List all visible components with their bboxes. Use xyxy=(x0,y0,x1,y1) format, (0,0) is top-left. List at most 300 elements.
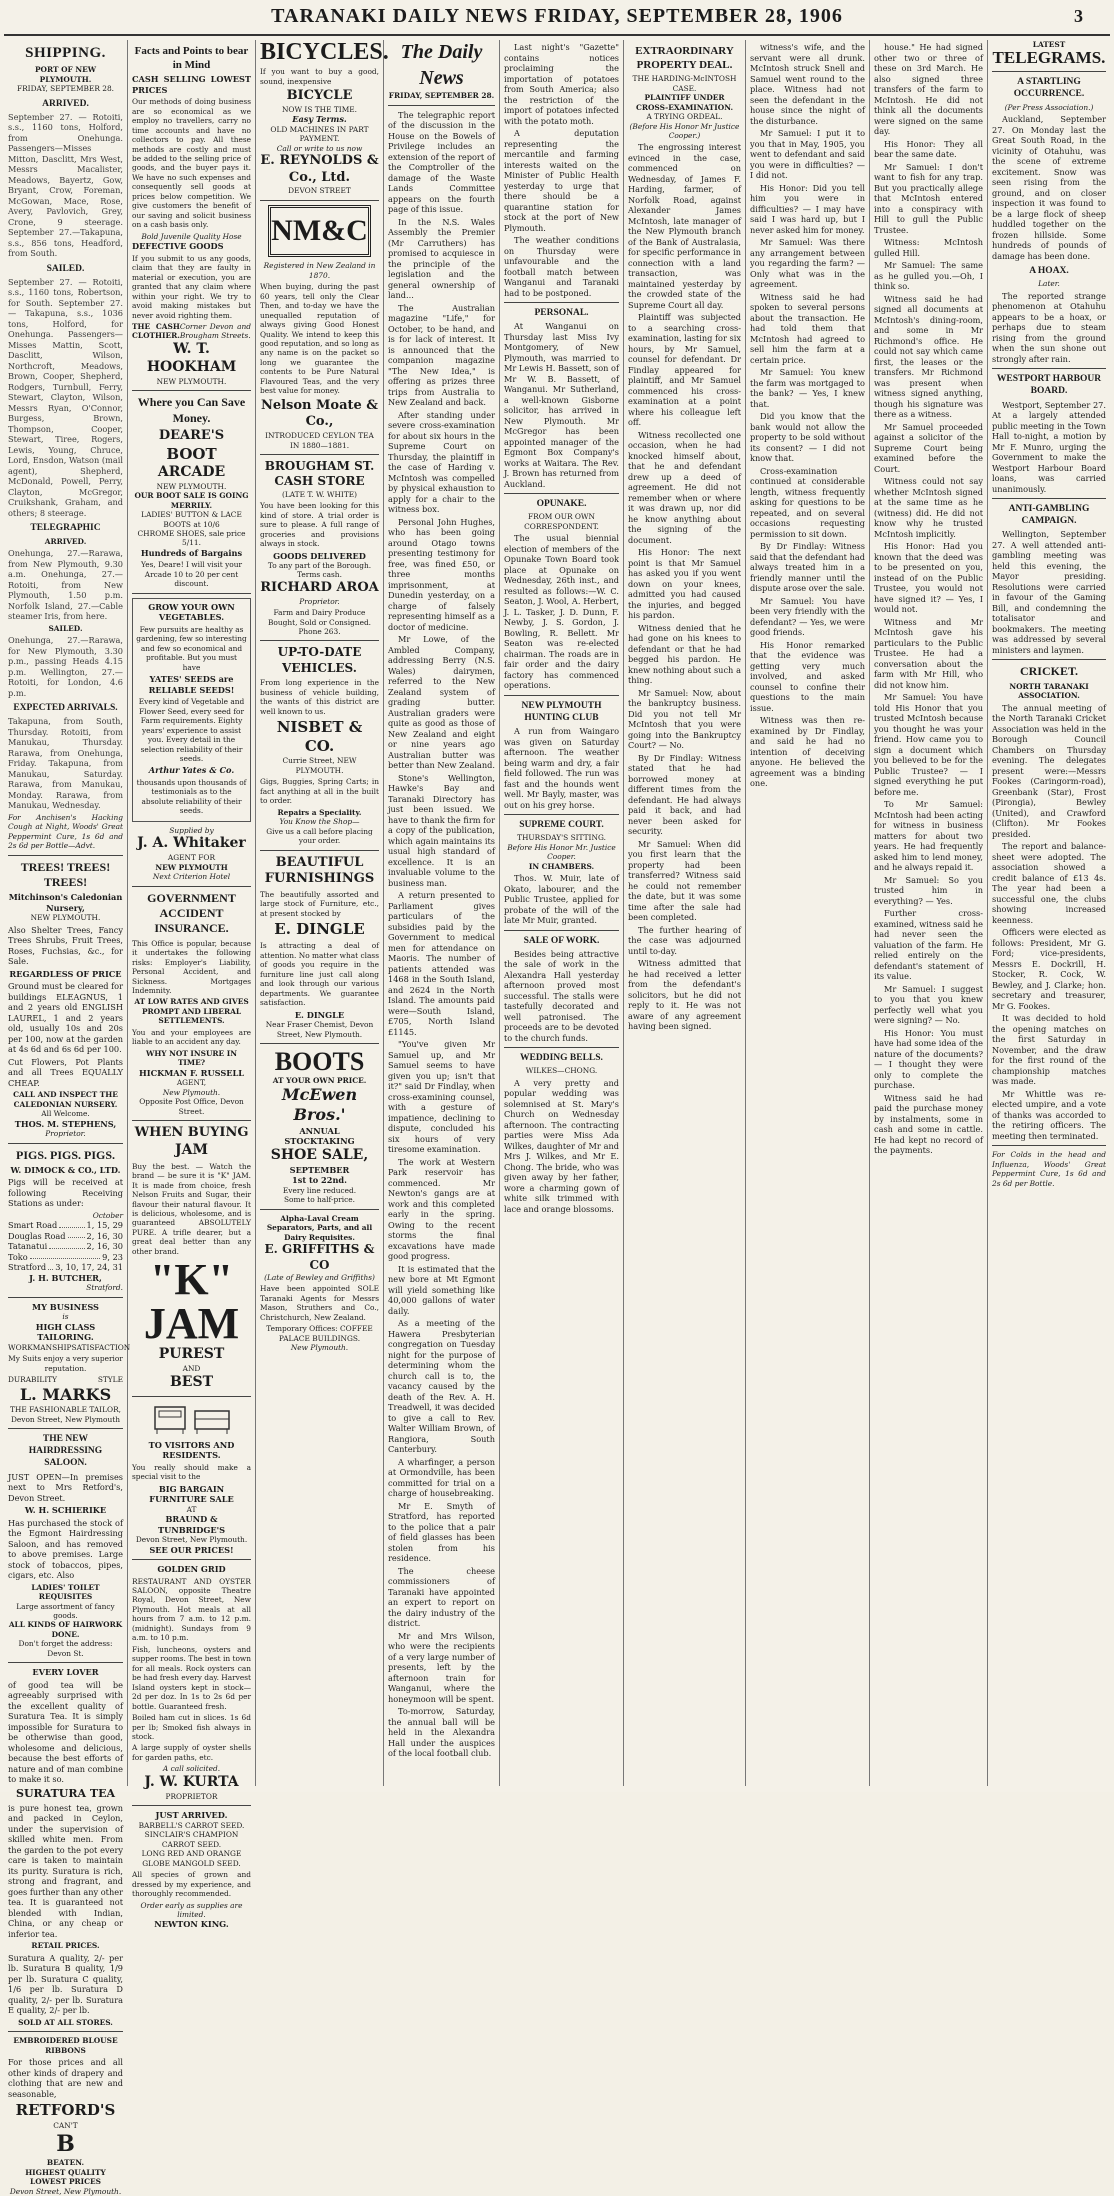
hunting-text: A run from Waingaro was given on Saturday afternoon. The weather being warm and dry, a fair field followed. The run was fast and the hounds went well. Mr Bayly, master, was out on his grey horse. xyxy=(504,726,619,810)
court-text: Mr Samuel: So you trusted him in everything? — Yes. xyxy=(874,874,983,906)
schierike-name: W. H. SCHIERIKE xyxy=(24,1505,107,1516)
court-text: Further cross-examined, witness said he had never seen the valuation of the farm. He relied entirely on the defendant's statement of its value. xyxy=(874,908,983,981)
telegraphic-arrived: ARRIVED. xyxy=(44,536,87,546)
pigs-text: Pigs will be received at following Receiving Stations as under: xyxy=(8,1177,123,1209)
chambers-heading: IN CHAMBERS. xyxy=(528,861,595,871)
tailor-desc: THE FASHIONABLE TAILOR, Devon Street, New Plymouth xyxy=(10,1405,121,1424)
boot-label: BOOT xyxy=(166,444,217,463)
news-item: The weather conditions on Thursday were unfavourable and the football match between Wanganui and Taranaki had to be postponed. xyxy=(504,235,619,298)
richard-text: Farm and Dairy Produce Bought, Sold or Consigned. Phone 263. xyxy=(267,608,372,636)
beautiful-label: BEAUTIFUL xyxy=(275,854,364,870)
griffiths-text: Have been appointed SOLE Taranaki Agents for Messrs Mason, Struthers and Co., Christchurch, New Zealand. xyxy=(260,1284,379,1322)
editorial-item: Mr Lowe, of the Ambled Company, addressing Berry (N.S. Wales) dairymen, referred to the New Zealand system of grading butter. Australian graders were quite as good as those of New Zealand and eight or nine years ago Australian butter was better than New Zealand. xyxy=(388,634,496,771)
schierike-text: Has purchased the stock of the Egmont Hairdressing Saloon, and has removed to above premises. Large stock of tobaccos, pipes, cigars, etc. Also xyxy=(8,1517,123,1581)
court-text: Mr Samuel: The same as he gulled you.—Oh, I think so. xyxy=(874,260,983,291)
court-text: Witness: McIntosh gulled Hill. xyxy=(874,237,983,258)
griffiths-name: E. GRIFFITHS & CO xyxy=(264,1242,375,1272)
table-row: Douglas Road 2, 16, 30 xyxy=(8,1230,123,1241)
facts-heading: Facts and Points to bear in Mind xyxy=(134,45,249,72)
editorial-item: A wharfinger, a person at Ormondville, has been committed for trial on a charge of housebreaking. xyxy=(388,1456,495,1499)
business-is: is xyxy=(62,1312,69,1322)
editorial-item: Personal John Hughes, who has been going around Otago towns presenting testimony for free, was fined £50, or three months imprisonment, at Dunedin yesterday, on a charge of falsely representing himself as a doctor of medicine. xyxy=(388,516,495,632)
court-text: His Honor remarked that the evidence was getting very much involved, and asked counsel to confine their questions to the main issue. xyxy=(750,639,865,713)
every-line: Every line reduced. xyxy=(282,1185,357,1195)
tailor-name: L. MARKS xyxy=(19,1384,112,1404)
yes-dears: Yes, Deare! I will visit your Arcade 10 to 20 per cent discount. xyxy=(141,560,242,589)
yates-address: thousands upon thousands of testimonials as to the absolute reliability of their seeds. xyxy=(136,777,247,816)
embroidered-heading: EMBROIDERED BLOUSE RIBBONS xyxy=(13,2036,118,2055)
purest-label: PUREST xyxy=(158,1346,225,1363)
whitaker-note: Next Criterion Hotel xyxy=(152,872,231,882)
easy-terms: Easy Terms. xyxy=(292,114,347,125)
sailed-text: September 27. — Rotoiti, s.s., 1160 tons, Robertson, for South. September 27. — Takapuna, s.s., 1036 tons, Holford, for Onehunga. Passengers—Misses Mattin, Scott, Dasclitt, Wilson, Northcroft, Meadows, Brown, Cooper, Shepherd, Rodgers, Turnbull, Ferry, Stewart, Clayton, Wilson, Messrs Ryan, O'Connor, Burgess, Brown, Thompson, Cooper, Stewart, Tiree, Rogers, Lewis, Young, Chruce, Lord, Ensdon, Watson (mail agent), Shepherd, McDonald, Powell, Perry, Clayton, McGregor, Cruikshank, Graham, and others; 8 steerage. xyxy=(8,276,123,518)
gigs-text: Gigs, Buggies, Spring Carts; in fact anything at all in the built to order. xyxy=(260,777,379,806)
business-heading: MY BUSINESS xyxy=(32,1301,99,1312)
supplied-by: Supplied by xyxy=(169,825,214,835)
every-lover: EVERY LOVER xyxy=(32,1667,99,1678)
suratura-text: is pure honest tea, grown and packed in Ceylon, under the supervision of skilled white men. From the garden to the pot every care is taken to maintain its purity. Suratura is rich, strong and fragrant, and goes further than any other tea. It is guaranteed not blended with Indian, China, or any cheap or inferior tea. xyxy=(8,1802,123,1939)
editorial-item: The Australian magazine "Life," for October, to be hand, and is for lack of interest. It is announced that the companion magazine "The New Idea," is offering as prizes three trips from Australia to New Zealand and back. xyxy=(388,302,495,408)
bicycles-heading: BICYCLES. xyxy=(260,39,389,65)
editorial-item: Mr E. Smyth of Stratford, has reported to the police that a pair of field glasses has been stolen from his residence. xyxy=(388,1500,495,1564)
telegraphic-sailed-text: Onehunga, 27.—Rarawa, for New Plymouth, 3.30 p.m., passing Heads 4.15 p.m. Wellington, 27.—Rotoiti, for London, 4.6 p.m. xyxy=(8,635,123,698)
sinclair: SINCLAIR'S CHAMPION CARROT SEED. xyxy=(144,1830,239,1849)
court-text: Mr Samuel: Now, about the bankruptcy business. Did you not tell Mr McIntosh that you were going into the Bankruptcy Court? — No. xyxy=(628,687,741,751)
gov-text: This Office is popular, because it undertakes the following risks: Employer's Liability, Personal Accident, and Sickness. Mortgages Indemnity. xyxy=(132,938,251,996)
hairdressing-text: JUST OPEN—In premises next to Mrs Retford's, Devon Street. xyxy=(8,1471,123,1503)
retail-prices: RETAIL PRICES. xyxy=(31,1941,100,1951)
telegraphic-text: Onehunga, 27.—Rarawa, from New Plymouth, 9.30 a.m. Onehunga, 27.—Rotoiti, from New Plymouth, 1.50 p.m. Norfolk Island, 27.—Cable steamer Iris, from here. xyxy=(8,548,123,622)
court-text: Witness admitted that he had received a letter from the defendant's solicitors, but he did not reply to it. He was not aware of any agreement having been signed. xyxy=(628,958,741,1032)
cricket-text: Officers were elected as follows: President, Mr G. Ford; vice-presidents, Messrs E. Dockrill, H. Stocker, R. Cock, W. Bewley, and J. Clarke; hon. secretary and treasurer, Mr G. Fookes. xyxy=(992,927,1106,1011)
arcade-label: ARCADE xyxy=(157,463,226,480)
nisbet-address: Currie Street, NEW PLYMOUTH. xyxy=(282,756,357,775)
opunake-text: The usual biennial election of members of the Opunake Town Board took place at Opunake on Wednesday, 26th inst., and resulted as follows:—W. C. Seaton, J. Wool, A. Herbert, J. L. Tasker, J. D. Dunn, F. Newby, J. S. Gordon, J. Bowling, R. Bellett. Mr Seaton was re-elected chairman. The roads are in fair order and the dairy factory has commenced operations. xyxy=(504,533,619,691)
cricket-text: The annual meeting of the North Taranaki Cricket Association was held in the Borough Council Chambers on Thursday evening. The delegates present were:—Messrs Fookes (Caringorm-road), Greenbank (Star), Frost (Pirongia), Bewley (United), and Crawford (Clifton). Mr Fookes presided. xyxy=(992,702,1106,839)
order-early: Order early as supplies are limited. xyxy=(140,1900,243,1919)
telegrams-heading: TELEGRAMS. xyxy=(992,48,1106,68)
westport-heading: WESTPORT HARBOUR BOARD. xyxy=(996,374,1102,397)
barbed-wire: BARBELL'S CARROT SEED. xyxy=(138,1820,245,1830)
sold-at: SOLD AT ALL STORES. xyxy=(18,2017,113,2027)
mitchinson-text: Also Shelter Trees, Fancy Trees Shrubs, Fruit Trees, Roses, Fuchsias, &c., for Sale. xyxy=(8,924,123,967)
table-row: Toko 9, 23 xyxy=(8,1251,123,1262)
kurta-role: PROPRIETOR xyxy=(165,1791,218,1801)
editorial-item: Stone's Wellington, Hawke's Bay and Taranaki Directory has just been issued. We have to thank the firm for a copy of the publication, which again maintains its usual high standard of excellence. It is an invaluable volume to the business man. xyxy=(388,772,495,888)
own-price: AT YOUR OWN PRICE. xyxy=(272,1075,367,1085)
big-bargain: BIG BARGAIN FURNITURE SALE xyxy=(149,1483,234,1505)
sailed-heading: SAILED. xyxy=(46,263,85,274)
nmc-logo-box xyxy=(268,205,371,257)
pigs-heading: PIGS. PIGS. PIGS. xyxy=(15,1147,116,1162)
yates-heading: YATES' SEEDS are RELIABLE SEEDS! xyxy=(148,674,235,695)
anti-gambling-heading: ANTI-GAMBLING CAMPAIGN. xyxy=(1008,504,1090,527)
goods-delivered: GOODS DELIVERED xyxy=(273,550,366,561)
highest-quality: HIGHEST QUALITY LOWEST PRICES xyxy=(25,2167,106,2187)
telegraphic-heading: TELEGRAPHIC xyxy=(30,523,101,534)
court-text: Cross-examination continued at considerable length, witness frequently asking for questions to be repeated, and on several occasions requesting permission to sit down. xyxy=(750,465,865,539)
hookham-place: NEW PLYMOUTH. xyxy=(156,376,227,386)
court-text: Mr Samuel: You knew the farm was mortgaged to the bank? — Yes, I knew that. xyxy=(750,367,865,409)
hunting-heading: NEW PLYMOUTH HUNTING CLUB xyxy=(521,700,602,723)
high-class: HIGH CLASS TAILORING. xyxy=(35,1321,96,1343)
nmc-logo: NM&C xyxy=(271,213,368,247)
style-label: STYLE xyxy=(97,1375,123,1385)
table-row: Stratford 3, 10, 17, 24, 31 xyxy=(8,1262,123,1273)
supreme-sub: THURSDAY'S SITTING. xyxy=(517,833,606,843)
gov-rates: AT LOW RATES AND GIVES PROMPT AND LIBERAL SETTLEMENTS. xyxy=(134,997,249,1026)
defective-goods: DEFECTIVE GOODS xyxy=(132,241,224,252)
court-text: Mr Samuel: Was there any arrangement between you regarding the farm? — Only what was in the agreement. xyxy=(750,237,865,289)
cant-label: CAN'T xyxy=(53,2120,78,2130)
introduced: INTRODUCED CEYLON TEA IN 1880—1881. xyxy=(265,431,374,450)
prices-text: Suratura A quality, 2/- per lb. Suratura B quality, 1/9 per lb. Suratura C quality, 1/6 per lb. Suratura D quality, 2/- per lb. Suratura E quality, 2/- per lb. xyxy=(8,1952,123,2016)
court-text: Mr Samuel: When did you first learn that the property had been transferred? Witness said he could not remember the date, but it was some time after the sale had been completed. xyxy=(628,838,741,923)
chrome-shoes: CHROME SHOES, sale price 5/11. xyxy=(137,528,246,548)
jam-label: JAM xyxy=(175,1141,208,1158)
save-money-heading: Where you Can Save Money. xyxy=(137,395,246,425)
golden-text: RESTAURANT AND OYSTER SALOON, opposite Theatre Royal, Devon Street, New Plymouth. Hot meals at all hours from 7 a.m. to 12 p.m. (midnight). Sundays from 9 a.m. to 10 p.m. xyxy=(132,1576,251,1643)
dingle-text: Is attracting a deal of attention. No matter what class of goods you require in the furniture line just call along and look through our various departments. We guarantee satisfaction. xyxy=(260,941,379,1008)
vehicles-text: From long experience in the business of vehicle building, the wants of this district are well known to us. xyxy=(260,678,379,716)
hairwork: ALL KINDS OF HAIRWORK DONE. xyxy=(8,1620,123,1639)
call-inspect: CALL AND INSPECT THE CALEDONIAN NURSERY. xyxy=(13,1090,118,1109)
column-editorial xyxy=(384,40,500,1786)
proprietor-name: THOS. M. STEPHENS, xyxy=(14,1118,117,1129)
cricket-text: Mr Whittle was re-elected umpire, and a vote of thanks was accorded to the retiring officers. The meeting then terminated. xyxy=(992,1088,1106,1141)
september-label: SEPTEMBER xyxy=(289,1164,350,1175)
be-label: B xyxy=(56,2130,75,2157)
whitaker-place: NEW PLYMOUTH xyxy=(155,862,228,872)
arrived-heading: ARRIVED. xyxy=(42,98,89,109)
hoax-text: The reported strange phenomenon at Otahuhu appears to be a hoax, or perhaps due to steam rising from the ground when the sun shone out strongly after rain. xyxy=(992,290,1106,364)
court-text: Witness was then re-examined by Dr Findlay, and said he had no intention of deceiving anyone. He believed the agreement was a binding one. xyxy=(750,715,865,788)
griffiths-place: New Plymouth. xyxy=(290,1343,349,1353)
my-suits: My Suits enjoy a very superior reputation. xyxy=(8,1354,123,1373)
property-deal-heading: EXTRAORDINARY PROPERTY DEAL. xyxy=(635,45,734,72)
case-sub: THE HARDING-McINTOSH CASE. xyxy=(632,74,737,93)
at-label: AT xyxy=(186,1504,197,1514)
editorial-item: It is estimated that the new bore at Mt Egmont will yield something like 40,000 gallons of water daily. xyxy=(388,1263,495,1316)
hundreds: Hundreds of Bargains xyxy=(140,547,243,558)
whitaker-role: AGENT FOR xyxy=(167,853,216,863)
arthur-yates: Arthur Yates & Co. xyxy=(148,765,235,776)
page-masthead xyxy=(0,0,1114,32)
later-label: Later. xyxy=(1038,279,1060,289)
best-label: BEST xyxy=(169,1373,214,1390)
column-ads-2 xyxy=(256,39,389,1786)
nmc-registered: Registered in New Zealand in 1870. xyxy=(263,261,376,280)
proprietor-label: Proprietor. xyxy=(45,1129,86,1139)
cricket-text: The report and balance-sheet were adopted. The association showed a credit balance of £13 4s. The year had been a successful one, the clubs showing increased keenness. xyxy=(992,841,1106,925)
give-call: Give us a call before placing your order. xyxy=(266,826,373,846)
mcewen-name: McEwen Bros.' xyxy=(281,1084,358,1125)
latest-label: LATEST xyxy=(1032,40,1066,49)
cash-clothier: THE CASH CLOTHIER. xyxy=(132,321,180,341)
court-text: The engrossing interest evinced in the case, commenced on Wednesday, of James F. Harding, farmer, of Norfolk Road, against Alexander James McIntosh, late manager of the New Plymouth branch of the Bank of Australasia, for specific performance in connection with a land transaction, was maintained yesterday by the crowded state of the Supreme Court all day. xyxy=(628,142,741,310)
ladies-toilet: LADIES' TOILET REQUISITES xyxy=(31,1582,100,1602)
call-solicited: A call solicited. xyxy=(162,1764,221,1774)
dingle-address: Near Fraser Chemist, Devon Street, New Plymouth. xyxy=(265,1020,374,1039)
editorial-item: The cheese commissioners of Taranaki have appointed an expert to report on the dairy industry of the district. xyxy=(388,1565,495,1629)
all-welcome: All Welcome. xyxy=(41,1109,90,1119)
dont-forget: Don't forget the address: Devon St. xyxy=(18,1639,113,1658)
deares-place: NEW PLYMOUTH. xyxy=(156,481,227,491)
ladies-button: LADIES' BUTTON & LACE BOOTS at 10/6 xyxy=(141,510,242,529)
see-prices: SEE OUR PRICES! xyxy=(149,1544,234,1555)
editorial-item: The work at Western Park reservoir has commenced. Mr Newton's gangs are at work and this completed early in the spring. Owing to the recent storms the final excavations have made good progress. xyxy=(388,1156,495,1262)
personal-heading: PERSONAL. xyxy=(534,308,589,318)
reynolds-name: E. REYNOLDS & Co., Ltd. xyxy=(260,153,379,185)
column-court-3 xyxy=(870,40,988,1786)
coughs-ad: For Colds in the head and Influenza, Woods' Great Peppermint Cure, 1s 6d and 2s 6d per Bottle. xyxy=(992,1150,1106,1188)
defective-text: If you submit to us any goods, claim that they are faulty in material or execution, you are granted that any claim where within your right. We try to avoid making mistakes but never avoid righting them. xyxy=(132,253,251,320)
sale-text: Besides being attractive the sale of work in the Alexandra Hall yesterday afternoon proved most successful. The stalls were tastefully decorated and well patronised. The proceeds are to be devoted to the church funds. xyxy=(504,948,619,1043)
news-item: Last night's "Gazette" contains notices proclaiming the importation of potatoes from South America; also the restriction of the import of potatoes infected with the potato moth. xyxy=(504,42,619,126)
furniture-illustration xyxy=(147,1401,237,1437)
editorial-item: Mr and Mrs Wilson, who were the recipients of a very large number of presents, left by the afternoon train for Wanganui, where the honeymoon will be spent. xyxy=(388,1630,495,1704)
page-number: 3 xyxy=(1074,6,1084,26)
cricket-text: It was decided to hold the opening matches on the first Saturday in November, and the draw for the first round of the championship matches was made. xyxy=(992,1013,1106,1087)
expected-heading: EXPECTED ARRIVALS. xyxy=(13,703,118,713)
hairdressing-heading: THE NEW HAIRDRESSING SALOON. xyxy=(28,1434,103,1469)
masthead-rule xyxy=(4,34,1110,36)
masthead-title: TARANAKI DAILY NEWS FRIDAY, SEPTEMBER 28, 1906 xyxy=(271,5,843,27)
cricket-sub: NORTH TARANAKI ASSOCIATION. xyxy=(1009,681,1089,701)
why-not: WHY NOT INSURE IN TIME? xyxy=(146,1048,237,1068)
chambers-text: Thos. W. Muir, late of Okato, labourer, and the Public Trustee, applied for probate of the will of the late Mr Muir, granted. xyxy=(504,873,619,926)
editorial-item: In the N.S. Wales Assembly the Premier (Mr Carruthers) has promised to acquiesce in the principle of the legislation and the general ownership of land... xyxy=(388,216,495,301)
startling-heading: A STARTLING OCCURRENCE. xyxy=(1013,77,1085,100)
news-item: A deputation representing the mercantile and farming interests waited on the Minister of Public Health yesterday to urge that there should be a quarantine station for stock at the port of New Plymouth. xyxy=(504,128,619,233)
yates-text: Every kind of Vegetable and Flower Seed, every seed for Farm requirements. Eighty years' experience to assist you. Every detail in the selection reliability of their seeds. xyxy=(138,697,245,763)
cut-flowers: Cut Flowers, Pot Plants and all Trees EQUALLY CHEAP. xyxy=(8,1056,123,1088)
date-line: FRIDAY, SEPTEMBER 28. xyxy=(16,84,114,94)
column-shipping xyxy=(4,40,131,2196)
regardless-text: Ground must be cleared for buildings ELEAGNUS, 1 and 2 years old ENGLISH LAUREL, 1 and 2 years old, usually 10s and 20s per 100, now at the garden at 4s 6d and 6s 6d per 100. xyxy=(8,981,124,1055)
fish-text: Fish, luncheons, oysters and supper rooms. The best in town for all meals. Rock oysters can be had fresh every day. Harvest Island oysters kept in stock—2d per doz. In 1s to 2s 6d per bottle. Guaranteed fresh. xyxy=(132,1644,251,1711)
when-buying: WHEN BUYING xyxy=(134,1125,249,1141)
court-text: Witness denied that he had gone on his knees to defendant or that he had begged his pardon. He knew nothing about such a thing. xyxy=(628,622,741,686)
all-species: All species of grown and dressed by my experience, and thoroughly recommended. xyxy=(132,1870,251,1899)
annual-label: ANNUAL xyxy=(299,1125,340,1136)
personal-text: At Wanganui on Thursday last Miss Ivy Montgomery, of New Plymouth, was married to Mr Lewis H. Bassett, son of Mr W. B. Bassett, of Wanganui. Mr Sutherland, a well-known Gisborne solicitor, has arrived in New Plymouth. Mr McGregor has been appointed manager of the Egmont Box Company's works at Waitara. The Rev. J. Brown has returned from Auckland. xyxy=(504,321,619,489)
deares-name: DEARE'S xyxy=(158,427,225,443)
court-text: Mr Samuel: I don't want to fish for any trap. But you practically allege that McIntosh entered into a conspiracy with Hill to gull the Public Trustee. xyxy=(874,161,983,235)
brougham-store: BROUGHAM ST. CASH STORE xyxy=(264,458,375,489)
kurta-name: J. W. KURTA xyxy=(144,1773,239,1790)
buy-best-text: Buy the best. — Watch the brand — be sure it is "K" JAM. It is made from choice, fresh Nelson Fruits and Sugar, their flavour their natural flavour. It is delicious, wholesome, and is guaranteed ABSOLUTELY PURE. A trifle dearer, but a great deal better than any other brand. xyxy=(132,1161,251,1256)
beaten-label: BEATEN. xyxy=(46,2158,85,2168)
editorial-item: After standing under severe cross-examination for about six hours in the Supreme Court on Thursday, the plaintiff in the case of Harding v. McIntosh was compelled by physical exhaustion to apply for a chair to the witness box. xyxy=(388,409,495,515)
pigs-table xyxy=(8,1220,123,1273)
court-text: Mr Samuel: You have told His Honor that you trusted McIntosh because you thought he was your friend. How came you to sign a document which you believed to be for the Public Trustee? — I signed everything he put before me. xyxy=(874,692,983,797)
embroidered-text: For those prices and all other kinds of drapery and clothing that are new and seasonable, xyxy=(8,2057,123,2099)
any-part: To any part of the Borough. Terms cash. xyxy=(267,561,372,580)
nmc-text: When buying, during the past 60 years, tell only the Clear Then, and to-day we have the unequalled reputation of always giving Good Honest Quality. We intend to keep this good reputation, and so long as any name is on the packet so long we guarantee the contents to be Pure Natural Flavoured Teas, and the very best value for money. xyxy=(260,282,379,396)
nisbet-name: NISBET & CO. xyxy=(276,718,363,756)
daily-news-masthead: The Daily News xyxy=(400,41,483,89)
retford-address: Devon Street, New Plymouth. xyxy=(9,2186,122,2196)
cash-selling: CASH SELLING LOWEST PRICES xyxy=(132,74,251,95)
pigs-month: October xyxy=(92,1210,123,1220)
court-text: Mr Samuel: I suggest to you that you knew perfectly well what you were signing? — No. xyxy=(874,983,983,1025)
column-ads-1 xyxy=(128,40,256,1930)
durability-label: DURABILITY xyxy=(8,1375,58,1385)
column-news xyxy=(500,40,624,1786)
nelson-moate: Nelson Moate & Co., xyxy=(260,397,379,430)
court-text: Witness and Mr McIntosh gave his particulars to the Public Trustee. He had a conversation about the farm with Mr Hill, who did not know him. xyxy=(874,616,983,690)
supreme-before: Before His Honor Mr. Justice Cooper. xyxy=(507,842,616,862)
court-text: Mr Samuel proceeded against a solicitor of the Supreme Court being examined before the Court. xyxy=(874,421,983,474)
court-text: house." He had signed other two or three of these on 3rd March. He also signed three transfers of the farm to McIntosh. He did not think all the documents were signed on the same day. xyxy=(874,42,983,136)
opunake-heading: OPUNAKE. xyxy=(536,499,587,510)
cricket-heading: CRICKET. xyxy=(1019,664,1079,679)
pigs-firm: W. DIMOCK & CO., LTD. xyxy=(10,1164,121,1175)
court-text: Mr Samuel: You have been very friendly with the defendant? — Yes, we were good friends. xyxy=(750,595,865,637)
sale-heading: SALE OF WORK. xyxy=(523,935,600,946)
court-text: Mr Samuel: I put it to you that in May, 1905, you went to defendant and said you were in difficulties? — I did not. xyxy=(750,128,865,180)
editorial-item: "You've given Mr Samuel up, and Mr Samuel seems to have given you up; isn't that it?" said Dr Findlay, when cross-examining counsel, with a gesture of impatience, declining to dispute, concluded his six hours of very tiresome examination. xyxy=(388,1039,495,1155)
court-text: Witness recollected one occasion, when he had knocked himself about, that he and defendant drew up a deed of agreement. He did not remember when or where it was drawn up, nor did he know anything about the signing of the document. xyxy=(628,429,741,545)
court-text: Witness said he had spoken to several persons about the transaction. He had told them that McIntosh had agreed to sell him the farm at a certain price. xyxy=(750,291,865,365)
pigs-agent-place: Stratford. xyxy=(86,1283,123,1293)
call-write: Call or write to us now xyxy=(276,143,363,153)
editorial-date: FRIDAY, SEPTEMBER 28. xyxy=(388,91,495,101)
side-label: Bold Juvenile Quality Hose xyxy=(141,231,242,241)
every-lover-text: of good tea will be agreeably surprised with the excellent quality of Suratura Tea. It is simply impossible for Suratura to be otherwise than good, wholesome and delicious, because the best efforts of nature and of man combine to make it so. xyxy=(8,1679,123,1785)
column-court-1 xyxy=(624,40,746,1786)
cash-text: Our methods of doing business are so economical as we employ no travellers, carry no time accounts and have no collectors to pay. All these methods are costly and must be added to the selling price of goods, and the buyer pays it. We have no such expenses and consequently sell goods at prices below competition. We give customers the benefit of our saving and solicit business on a cash basis only. xyxy=(132,97,251,230)
expected-text: Takapuna, from South, Thursday. Rotoiti, from Manukau, Thursday. Rarawa, from Onehunga, Friday. Takapuna, from Manukau, Saturday. Rarawa, from Manukau, Monday. Rarawa, from Manukau, Wednesday. xyxy=(8,716,123,811)
table-row: Tatanatui 2, 16, 30 xyxy=(8,1241,123,1252)
now-time: NOW IS THE TIME. xyxy=(281,104,358,114)
k-jam-logo: "K" JAM xyxy=(143,1255,240,1349)
reynolds-place: DEVON STREET xyxy=(288,186,351,196)
court-text: witness's wife, and the servant were all drunk. McIntosh struck Snell and Samuel went round to the place. Witness had not seen the defendant in the house since the night of the disturbance. xyxy=(750,42,865,126)
repairs: Repairs a Speciality. xyxy=(277,807,362,817)
large-assortment: Large assortment of fancy goods. xyxy=(16,1601,115,1621)
editorial-intro: The telegraphic report of the discussion in the House on the Bowels of Privilege includes an extension of the report of the Comptroller of the damage of the Waste Lands Committee appears on the fourth page of this issue. xyxy=(388,109,495,215)
court-text: The further hearing of the case was adjourned until to-day. xyxy=(628,924,741,956)
wedding-heading: WEDDING BELLS. xyxy=(520,1053,603,1064)
old-machines: OLD MACHINES IN PART PAYMENT. xyxy=(270,124,369,144)
hacking-ad: For Anchisen's Hacking Cough at Night, Woods' Great Peppermint Cure, 1s 6d and 2s 6d per Bottle—Advt. xyxy=(8,812,123,851)
boots-heading: BOOTS xyxy=(274,1047,365,1077)
ordeal-sub: A TRYING ORDEAL. xyxy=(646,112,723,122)
temporary-offices: Temporary Offices: COFFEE PALACE BUILDINGS. xyxy=(266,1324,373,1343)
just-arrived: JUST ARRIVED. xyxy=(155,1810,228,1821)
dingle-name: E. DINGLE xyxy=(274,920,365,939)
press-assoc: (Per Press Association.) xyxy=(1004,102,1094,112)
pigs-agent: J. H. BUTCHER, xyxy=(29,1272,102,1283)
shipping-heading: SHIPPING. xyxy=(25,45,106,61)
late-label: (LATE T. W. WHITE) xyxy=(281,489,358,499)
shoe-sale-label: SHOE SALE, xyxy=(270,1146,369,1163)
port-heading: PORT OF NEW PLYMOUTH. xyxy=(34,65,97,84)
alpha-laval: Alpha-Laval Cream Separators, Parts, and all Dairy Requisites. xyxy=(266,1213,373,1242)
golden-grid: GOLDEN GRID xyxy=(157,1564,226,1575)
russell-role: AGENT, xyxy=(176,1078,207,1088)
westport-text: Westport, September 27. At a largely attended public meeting in the Town Hall to-night, a motion by Mr F. Munro, urging the Government to make the Westport Harbour Board loans, was carried unanimously. xyxy=(992,399,1106,494)
dingle-name-2: E. DINGLE xyxy=(294,1009,345,1020)
supreme-heading: SUPREME COURT. xyxy=(519,820,604,831)
braund-place: Devon Street, New Plymouth. xyxy=(135,1535,248,1545)
workmanship-label: WORKMANSHIP xyxy=(8,1342,72,1352)
satisfaction-label: SATISFACTION xyxy=(71,1342,131,1352)
court-before: (Before His Honor Mr Justice Cooper.) xyxy=(629,121,740,140)
regardless-heading: REGARDLESS OF PRICE xyxy=(9,968,122,979)
court-text: His Honor: The next point is that Mr Samuel has asked you if you went down on your knees, admitted you had caused the injuries, and begged his pardon. xyxy=(628,547,741,621)
you-know: You Know the Shop— xyxy=(279,817,360,827)
editorial-item: To-morrow, Saturday, the annual ball will be held in the Alexandra Hall under the auspices of the local football club. xyxy=(388,1706,495,1759)
up-to-date: UP-TO-DATE VEHICLES. xyxy=(277,645,362,675)
court-text: Witness said he had paid the purchase money by instalments, some in cash and some in cattle. He had kept no record of the payments. xyxy=(874,1092,983,1155)
griffiths-note: (Late of Bewley and Griffiths) xyxy=(264,1272,375,1282)
furnishings-text: The beautifully assorted and large stock of Furniture, etc., at present stocked by xyxy=(260,889,379,918)
newton-king: NEWTON KING. xyxy=(154,1919,229,1930)
some-half: Some to half-price. xyxy=(283,1195,355,1205)
richard-role: Proprietor. xyxy=(299,596,340,606)
braund-name: BRAUND & TUNBRIDGE'S xyxy=(157,1514,226,1535)
whitaker-name: J. A. Whitaker xyxy=(137,835,246,852)
court-text: His Honor: Had you known that the deed was to be presented on you, instead of on the Public Trustee, you would not have signed it? — Yes, I would not. xyxy=(874,541,983,614)
to-visitors: TO VISITORS AND RESIDENTS. xyxy=(148,1439,235,1461)
court-text: Did you know that the bank would not allow the property to be sold without its consent? — I did not know that. xyxy=(750,411,865,463)
you-have-text: You have been looking for this kind of store. A trial order is sure to please. A full range of groceries and provisions always in stock. xyxy=(260,501,379,549)
column-telegrams xyxy=(988,40,1110,1786)
grow-text: Few pursuits are healthy as gardening, few so interesting and few so economical and profitable. But you must have xyxy=(136,624,247,672)
large-supply: A large supply of oyster shells for garden paths, etc. xyxy=(132,1743,251,1762)
trees-heading: TREES! TREES! TREES! xyxy=(20,859,111,889)
hookham-name: W. T. HOOKHAM xyxy=(146,340,237,375)
court-text: By Dr Findlay: Witness said that the defendant had always treated him in a friendly manner until the dispute arose over the sale. xyxy=(750,541,865,593)
court-text: His Honor: You must have had some idea of the nature of the documents? — I thought they were only to complete the purchase. xyxy=(874,1027,983,1090)
editorial-item: As a meeting of the Hawera Presbyterian congregation on Tuesday night for the purpose of determining whom the church call is to, the vacancy caused by the death of the Rev. A. H. Treadwell, it was decided to give a call to Rev. Walter William Brown, of Rangiora, South Canterbury. xyxy=(388,1318,495,1455)
and-label: AND xyxy=(182,1364,201,1374)
russell-address: Opposite Post Office, Devon Street. xyxy=(139,1097,244,1116)
arrived-text: September 27. — Rotoiti, s.s., 1160 tons, Holford, from Onehunga. Passengers—Misses Mitton, Dasclitt, Mrs West, Messrs Macalister, Meadows, Bayertz, Gow, Bryant, Crow, Foreman, McGowan, Mace, Rose, Avery, Pavlovich, Grey, Crone, 9 steerage. September 27.—Takapuna, s.s., 856 tons, Headford, from South. xyxy=(8,111,123,259)
mitchinson-place: NEW PLYMOUTH. xyxy=(30,913,101,923)
court-text: By Dr Findlay: Witness stated that he had borrowed money at different times from the defendant. He had always paid it back, and had never been asked for security. xyxy=(628,752,741,837)
suratura-heading: SURATURA TEA xyxy=(16,1786,115,1800)
cross-exam-sub: PLAINTIFF UNDER CROSS-EXAMINATION. xyxy=(635,93,734,112)
richard-aroa: RICHARD AROA xyxy=(260,579,379,595)
court-text: Witness could not say whether McIntosh signed at the same time as he (witness) did. He did not know why he trusted McIntosh implicitly. xyxy=(874,476,983,539)
gov-accident-heading: GOVERNMENT ACCIDENT INSURANCE. xyxy=(147,890,236,936)
russell-place: New Plymouth. xyxy=(162,1087,221,1097)
court-text: Witness said he had signed all documents at McIntosh's dining-room, and some in Mr Richmond's office. He could not say which came first, the leases or the transfers. Mr Richmond was present when witness signed anything, though his signature was there as a witness. xyxy=(874,293,983,419)
russell-name: HICKMAN F. RUSSELL xyxy=(139,1067,244,1078)
dates-label: 1st to 22nd. xyxy=(292,1175,347,1186)
hookham-address: Corner Devon and Brougham Streets. xyxy=(179,321,251,341)
table-row: Smart Road 1, 15, 29 xyxy=(8,1220,123,1231)
furnishings-label: FURNISHINGS xyxy=(264,871,375,887)
wedding-sub: WILKES—CHONG. xyxy=(525,1066,598,1076)
gambling-text: Wellington, September 27. A well attended anti-gambling meeting was held this evening, the Mayor presiding. Resolutions were carried in favour of the Gaming Bill, and condemning the totalisator and bookmakers. The meeting was addressed by several ministers and laymen. xyxy=(992,529,1106,655)
startling-text: Auckland, September 27. On Monday last the Great South Road, in the vicinity of Otahuhu, was the scene of extreme excitement. Snow was seen rising from the ground, and on closer inspection it was found to be a large flock of sheep huddled together on the frozen hillside. Some hundreds of pounds of damage has been done. xyxy=(992,114,1106,261)
visitors-text: You really should make a special visit to the xyxy=(132,1462,251,1482)
telegraphic-sailed: SAILED. xyxy=(48,623,83,633)
retfords-name: RETFORD'S xyxy=(15,2101,116,2120)
grow-ad xyxy=(132,598,251,822)
boiled-ham: Boiled ham cut in slices. 1s 6d per lb; Smoked fish always in stock. xyxy=(132,1713,251,1742)
mitchinson-name: Mitchinson's Caledonian Nursery, xyxy=(8,892,123,913)
hoax-heading: A HOAX. xyxy=(1029,266,1069,277)
boot-sale: OUR BOOT SALE IS GOING MERRILY. xyxy=(134,491,249,510)
wedding-text: A very pretty and popular wedding was solemnised at St. Mary's Church on Wednesday afternoon. The contracting parties were Miss Ada Wilkes, daughter of Mr and Mrs J. Wilkes, and Mr E. Chong. The bride, who was given away by her father, wore a charming gown of white silk trimmed with lace and orange blossoms. xyxy=(504,1077,619,1214)
long-red: LONG RED AND ORANGE GLOBE MANGOLD SEED. xyxy=(141,1849,242,1868)
